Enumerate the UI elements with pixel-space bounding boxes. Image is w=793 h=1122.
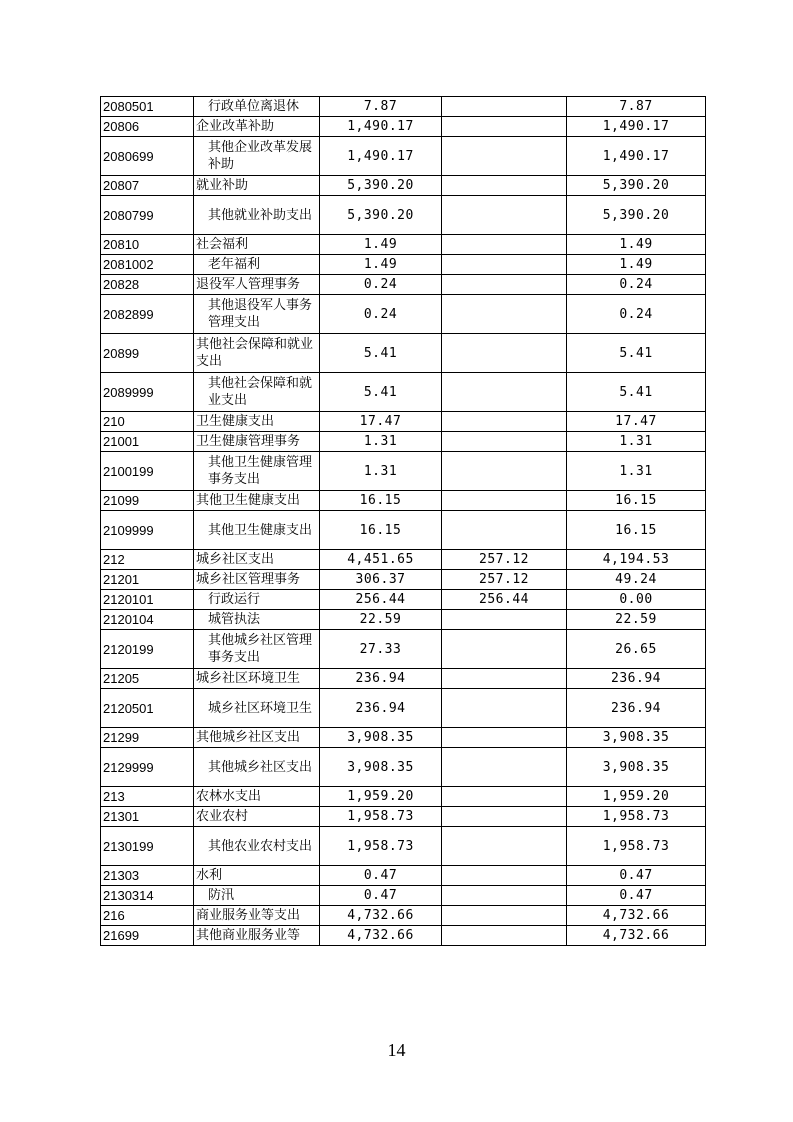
total-amount-cell: 3,908.35 [320,748,442,787]
basic-expenditure-cell [442,137,567,176]
project-expenditure-cell: 1,490.17 [567,137,706,176]
table-row [101,866,706,886]
table-row [101,491,706,511]
project-expenditure-cell: 236.94 [567,669,706,689]
expenditure-table-body [101,97,706,946]
basic-expenditure-cell [442,866,567,886]
basic-expenditure-cell [442,669,567,689]
basic-expenditure-cell [442,630,567,669]
basic-expenditure-cell [442,491,567,511]
subject-code-cell: 212 [101,550,194,570]
subject-code-cell: 2080699 [101,137,194,176]
subject-code-cell: 2080501 [101,97,194,117]
project-expenditure-cell: 1.31 [567,452,706,491]
basic-expenditure-cell [442,176,567,196]
subject-code-cell: 2080799 [101,196,194,235]
total-amount-cell: 5,390.20 [320,176,442,196]
subject-name-cell: 城管执法 [194,610,320,630]
subject-code-cell: 216 [101,906,194,926]
subject-code-cell: 2120199 [101,630,194,669]
subject-code-cell: 21299 [101,728,194,748]
project-expenditure-cell: 5,390.20 [567,196,706,235]
total-amount-cell: 0.24 [320,295,442,334]
total-amount-cell: 5.41 [320,373,442,412]
total-amount-cell: 1.49 [320,255,442,275]
project-expenditure-cell: 26.65 [567,630,706,669]
table-row [101,117,706,137]
subject-code-cell: 21303 [101,866,194,886]
basic-expenditure-cell [442,117,567,137]
project-expenditure-cell: 1,490.17 [567,117,706,137]
project-expenditure-cell: 4,732.66 [567,926,706,946]
subject-name-cell: 其他社会保障和就业支出 [194,373,320,412]
subject-name-cell: 社会福利 [194,235,320,255]
basic-expenditure-cell [442,610,567,630]
total-amount-cell: 1.31 [320,432,442,452]
subject-name-cell: 城乡社区环境卫生 [194,689,320,728]
subject-code-cell: 2081002 [101,255,194,275]
basic-expenditure-cell [442,275,567,295]
table-row [101,412,706,432]
subject-name-cell: 卫生健康管理事务 [194,432,320,452]
subject-name-cell: 企业改革补助 [194,117,320,137]
table-row [101,196,706,235]
subject-name-cell: 其他城乡社区支出 [194,728,320,748]
subject-name-cell: 其他农业农村支出 [194,827,320,866]
subject-name-cell: 城乡社区环境卫生 [194,669,320,689]
total-amount-cell: 1,958.73 [320,827,442,866]
table-row [101,176,706,196]
total-amount-cell: 16.15 [320,511,442,550]
subject-name-cell: 农林水支出 [194,787,320,807]
basic-expenditure-cell [442,827,567,866]
project-expenditure-cell: 16.15 [567,511,706,550]
basic-expenditure-cell [442,926,567,946]
basic-expenditure-cell [442,886,567,906]
subject-code-cell: 21301 [101,807,194,827]
total-amount-cell: 22.59 [320,610,442,630]
expenditure-table [100,96,706,946]
basic-expenditure-cell [442,235,567,255]
subject-name-cell: 农业农村 [194,807,320,827]
total-amount-cell: 4,451.65 [320,550,442,570]
table-row [101,886,706,906]
project-expenditure-cell: 7.87 [567,97,706,117]
basic-expenditure-cell: 256.44 [442,590,567,610]
subject-code-cell: 213 [101,787,194,807]
total-amount-cell: 4,732.66 [320,926,442,946]
subject-code-cell: 21699 [101,926,194,946]
project-expenditure-cell: 3,908.35 [567,728,706,748]
project-expenditure-cell: 22.59 [567,610,706,630]
basic-expenditure-cell [442,196,567,235]
project-expenditure-cell: 236.94 [567,689,706,728]
subject-code-cell: 2130314 [101,886,194,906]
subject-code-cell: 210 [101,412,194,432]
total-amount-cell: 1.49 [320,235,442,255]
table-row [101,827,706,866]
total-amount-cell: 1.31 [320,452,442,491]
basic-expenditure-cell [442,412,567,432]
subject-name-cell: 就业补助 [194,176,320,196]
subject-code-cell: 2120104 [101,610,194,630]
table-row [101,511,706,550]
total-amount-cell: 0.47 [320,886,442,906]
project-expenditure-cell: 0.24 [567,275,706,295]
total-amount-cell: 236.94 [320,689,442,728]
subject-code-cell: 20828 [101,275,194,295]
subject-code-cell: 21205 [101,669,194,689]
total-amount-cell: 0.24 [320,275,442,295]
basic-expenditure-cell [442,432,567,452]
basic-expenditure-cell [442,334,567,373]
basic-expenditure-cell [442,906,567,926]
total-amount-cell: 17.47 [320,412,442,432]
subject-name-cell: 其他企业改革发展补助 [194,137,320,176]
basic-expenditure-cell [442,689,567,728]
subject-name-cell: 卫生健康支出 [194,412,320,432]
subject-name-cell: 防汛 [194,886,320,906]
table-row [101,452,706,491]
project-expenditure-cell: 5.41 [567,334,706,373]
project-expenditure-cell: 1.49 [567,235,706,255]
subject-code-cell: 21201 [101,570,194,590]
project-expenditure-cell: 16.15 [567,491,706,511]
project-expenditure-cell: 1.49 [567,255,706,275]
subject-name-cell: 其他城乡社区管理事务支出 [194,630,320,669]
table-row [101,748,706,787]
table-row [101,906,706,926]
subject-code-cell: 21099 [101,491,194,511]
subject-name-cell: 行政单位离退休 [194,97,320,117]
subject-name-cell: 商业服务业等支出 [194,906,320,926]
total-amount-cell: 7.87 [320,97,442,117]
page-number: 14 [387,1040,406,1060]
table-row [101,570,706,590]
subject-code-cell: 20807 [101,176,194,196]
subject-code-cell: 2089999 [101,373,194,412]
project-expenditure-cell: 49.24 [567,570,706,590]
table-row [101,787,706,807]
subject-code-cell: 2120501 [101,689,194,728]
basic-expenditure-cell [442,787,567,807]
total-amount-cell: 16.15 [320,491,442,511]
project-expenditure-cell: 5,390.20 [567,176,706,196]
basic-expenditure-cell [442,97,567,117]
subject-code-cell: 2130199 [101,827,194,866]
total-amount-cell: 27.33 [320,630,442,669]
table-row [101,97,706,117]
total-amount-cell: 1,958.73 [320,807,442,827]
subject-name-cell: 其他就业补助支出 [194,196,320,235]
subject-code-cell: 2100199 [101,452,194,491]
subject-code-cell: 20899 [101,334,194,373]
project-expenditure-cell: 0.24 [567,295,706,334]
total-amount-cell: 4,732.66 [320,906,442,926]
subject-name-cell: 其他退役军人事务管理支出 [194,295,320,334]
subject-name-cell: 其他社会保障和就业支出 [194,334,320,373]
subject-name-cell: 水利 [194,866,320,886]
subject-name-cell: 其他卫生健康管理事务支出 [194,452,320,491]
project-expenditure-cell: 1,958.73 [567,807,706,827]
basic-expenditure-cell [442,807,567,827]
subject-name-cell: 行政运行 [194,590,320,610]
basic-expenditure-cell [442,452,567,491]
total-amount-cell: 1,959.20 [320,787,442,807]
subject-name-cell: 退役军人管理事务 [194,275,320,295]
table-row [101,689,706,728]
document-page [100,96,705,946]
table-row [101,334,706,373]
project-expenditure-cell: 0.47 [567,886,706,906]
basic-expenditure-cell [442,728,567,748]
project-expenditure-cell: 5.41 [567,373,706,412]
project-expenditure-cell: 1,959.20 [567,787,706,807]
table-row [101,373,706,412]
project-expenditure-cell: 1.31 [567,432,706,452]
project-expenditure-cell: 4,732.66 [567,906,706,926]
total-amount-cell: 236.94 [320,669,442,689]
project-expenditure-cell: 3,908.35 [567,748,706,787]
table-row [101,610,706,630]
project-expenditure-cell: 1,958.73 [567,827,706,866]
table-row [101,630,706,669]
total-amount-cell: 306.37 [320,570,442,590]
subject-code-cell: 2120101 [101,590,194,610]
subject-name-cell: 其他卫生健康支出 [194,511,320,550]
subject-name-cell: 老年福利 [194,255,320,275]
subject-name-cell: 其他商业服务业等 [194,926,320,946]
subject-code-cell: 21001 [101,432,194,452]
basic-expenditure-cell [442,748,567,787]
project-expenditure-cell: 0.00 [567,590,706,610]
total-amount-cell: 3,908.35 [320,728,442,748]
basic-expenditure-cell [442,255,567,275]
basic-expenditure-cell [442,511,567,550]
subject-name-cell: 城乡社区支出 [194,550,320,570]
subject-code-cell: 2082899 [101,295,194,334]
subject-code-cell: 2109999 [101,511,194,550]
table-row [101,295,706,334]
total-amount-cell: 5.41 [320,334,442,373]
table-row [101,550,706,570]
subject-name-cell: 其他城乡社区支出 [194,748,320,787]
project-expenditure-cell: 0.47 [567,866,706,886]
total-amount-cell: 5,390.20 [320,196,442,235]
total-amount-cell: 1,490.17 [320,137,442,176]
basic-expenditure-cell [442,373,567,412]
table-row [101,235,706,255]
basic-expenditure-cell: 257.12 [442,550,567,570]
subject-name-cell: 其他卫生健康支出 [194,491,320,511]
table-row [101,137,706,176]
subject-code-cell: 2129999 [101,748,194,787]
table-row [101,590,706,610]
table-row [101,255,706,275]
total-amount-cell: 0.47 [320,866,442,886]
table-row [101,807,706,827]
table-row [101,926,706,946]
project-expenditure-cell: 4,194.53 [567,550,706,570]
subject-code-cell: 20806 [101,117,194,137]
project-expenditure-cell: 17.47 [567,412,706,432]
basic-expenditure-cell: 257.12 [442,570,567,590]
total-amount-cell: 256.44 [320,590,442,610]
table-row [101,669,706,689]
table-row [101,432,706,452]
total-amount-cell: 1,490.17 [320,117,442,137]
table-row [101,275,706,295]
subject-code-cell: 20810 [101,235,194,255]
basic-expenditure-cell [442,295,567,334]
table-row [101,728,706,748]
subject-name-cell: 城乡社区管理事务 [194,570,320,590]
